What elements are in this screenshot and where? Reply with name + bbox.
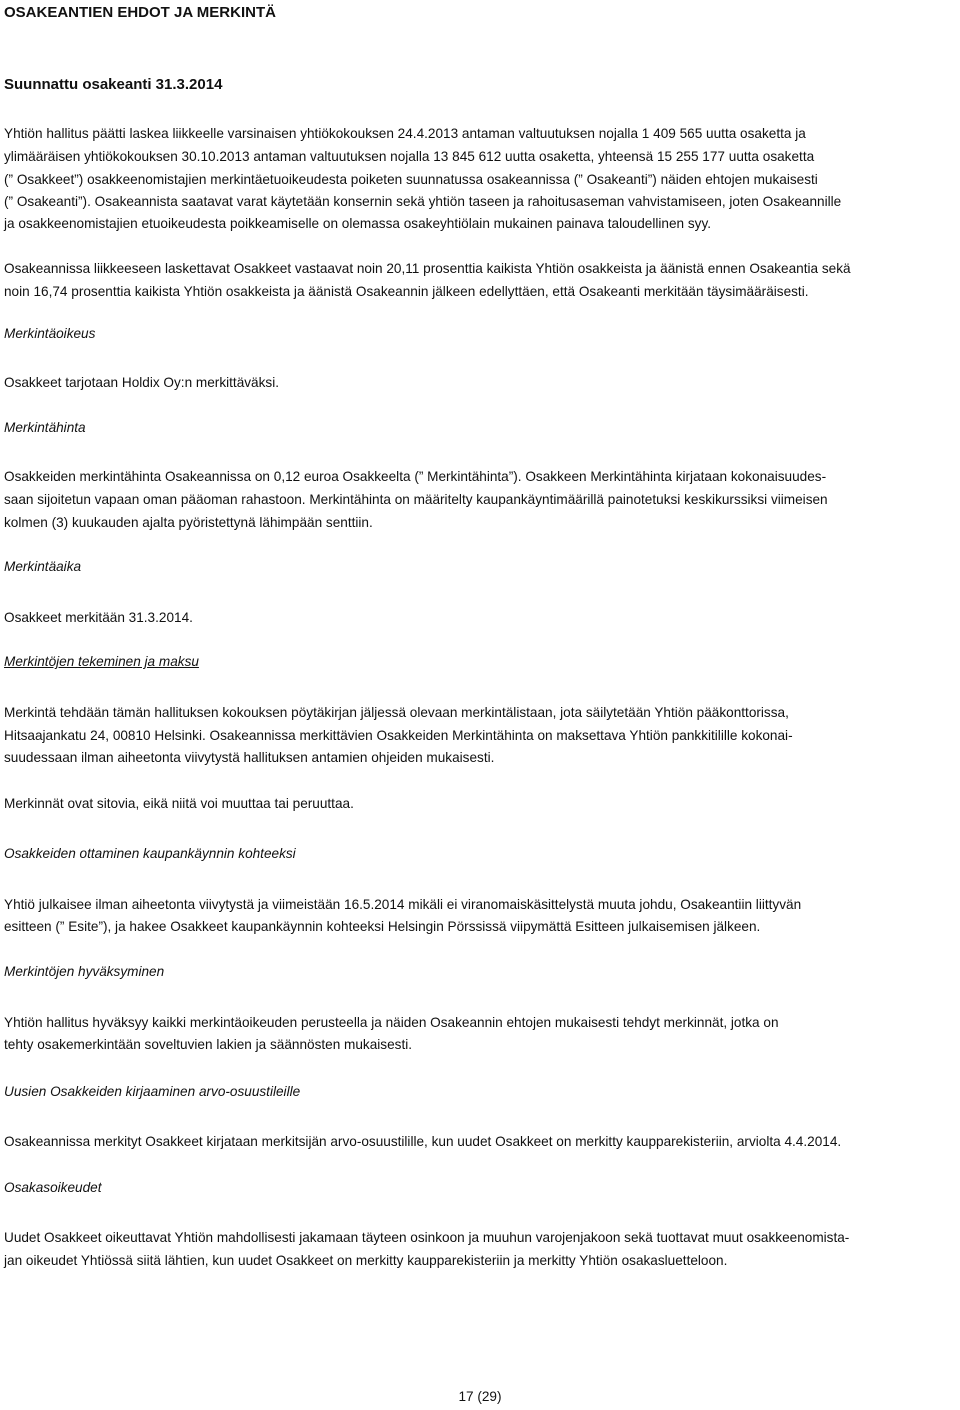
section-line: jan oikeudet Yhtiössä siitä lähtien, kun uudet Osakkeet on merkitty kaupparekisteriin ja merkitty Yhtiön osakasluetteloon. [4, 1253, 728, 1268]
section-line: Yhtiö julkaisee ilman aiheetonta viivytystä ja viimeistään 16.5.2014 mikäli ei viranomaiskäsittelystä muuta johdu, Osakeantiin liittyvän [4, 897, 802, 912]
section-line: Osakeannissa merkityt Osakkeet kirjataan merkitsijän arvo-osuustilille, kun uudet Osakkeet on merkitty kaupparekisteriin, arviolta 4.4.2014. [4, 1134, 842, 1149]
para2-line: noin 16,74 prosenttia kaikista Yhtiön osakkeista ja äänistä Osakeannin jälkeen edellyttäen, että Osakeanti merkitään täysimääräisesti. [4, 284, 809, 299]
section-heading-hyvaksyminen: Merkintöjen hyväksyminen [4, 964, 165, 979]
section-heading-merkintahinta: Merkintähinta [4, 420, 86, 435]
section-line: Yhtiön hallitus hyväksyy kaikki merkintäoikeuden perusteella ja näiden Osakeannin ehtojen mukaisesti tehdyt merkinnät, jotka on [4, 1015, 779, 1030]
intro-line: ylimääräisen yhtiökokouksen 30.10.2013 antaman valtuutuksen nojalla 13 845 612 uutta osaketta, yhteensä 15 255 177 uutta osaketta [4, 149, 815, 164]
intro-line: (” Osakeanti”). Osakeannista saatavat varat käytetään konsernin sekä yhtiön taseen ja rahoitusaseman vahvistamiseen, joten Osakeannille [4, 194, 842, 209]
section-heading-kaupankaynti: Osakkeiden ottaminen kaupankäynnin kohteeksi [4, 846, 296, 861]
section-line: Osakkeiden merkintähinta Osakeannissa on 0,12 euroa Osakkeelta (” Merkintähinta”). Osakkeen Merkintähinta kirjataan kokonaisuudes- [4, 469, 827, 484]
section-heading-merkintaaika: Merkintäaika [4, 559, 82, 574]
para2-line: Osakeannissa liikkeeseen laskettavat Osakkeet vastaavat noin 20,11 prosenttia kaikista Yhtiön osakkeista ja äänistä ennen Osakeantia sekä [4, 261, 851, 276]
section-line: Osakkeet tarjotaan Holdix Oy:n merkittäväksi. [4, 375, 280, 390]
section-line: suudessaan ilman aiheetonta viivytystä hallituksen antamien ohjeiden mukaisesti. [4, 750, 495, 765]
section-extra-line: Merkinnät ovat sitovia, eikä niitä voi muuttaa tai peruuttaa. [4, 796, 354, 811]
document-title: OSAKEANTIEN EHDOT JA MERKINTÄ [4, 4, 276, 21]
section-heading-merkintaoikeus: Merkintäoikeus [4, 326, 96, 341]
section-line: kolmen (3) kuukauden ajalta pyöristettynä lähimpään senttiin. [4, 515, 373, 530]
intro-line: ja osakkeenomistajien etuoikeudesta poikkeamiselle on olemassa osakeyhtiölain mukainen painava taloudellinen syy. [4, 216, 712, 231]
document-subtitle: Suunnattu osakeanti 31.3.2014 [4, 76, 223, 93]
section-line: Uudet Osakkeet oikeuttavat Yhtiön mahdollisesti jakamaan täyteen osinkoon ja muuhun varojenjakoon sekä tuottavat muut osakkeenomista- [4, 1230, 850, 1245]
section-heading-osakasoikeudet: Osakasoikeudet [4, 1180, 102, 1195]
section-line: Merkintä tehdään tämän hallituksen kokouksen pöytäkirjan jäljessä olevaan merkintälistaan, jota säilytetään Yhtiön pääkonttorissa, [4, 705, 789, 720]
section-line: esitteen (” Esite”), ja hakee Osakkeet kaupankäynnin kohteeksi Helsingin Pörssissä viipymättä Esitteen julkaisemisen jälkeen. [4, 919, 761, 934]
section-line: saan sijoitetun vapaan oman pääoman rahastoon. Merkintähinta on määritelty kaupankäyntimäärillä painotetuksi keskikurssiksi viimeisen [4, 492, 828, 507]
section-line: Hitsaajankatu 24, 00810 Helsinki. Osakeannissa merkittävien Osakkeiden Merkintähinta on maksettava Yhtiön pankkitilille kokonai- [4, 728, 793, 743]
intro-line: Yhtiön hallitus päätti laskea liikkeelle varsinaisen yhtiökokouksen 24.4.2013 antaman valtuutuksen nojalla 1 409 565 uutta osaketta ja [4, 126, 806, 141]
section-line: tehty osakemerkintään soveltuvien lakien ja säännösten mukaisesti. [4, 1037, 413, 1052]
section-heading-arvo-osuustilit: Uusien Osakkeiden kirjaaminen arvo-osuustileille [4, 1084, 301, 1099]
section-heading-merkintojen-tekeminen: Merkintöjen tekeminen ja maksu [4, 654, 199, 669]
page-number: 17 (29) [458, 1389, 502, 1404]
section-line: Osakkeet merkitään 31.3.2014. [4, 610, 193, 625]
intro-line: (” Osakkeet”) osakkeenomistajien merkintäetuoikeudesta poiketen suunnatussa osakeannissa (” Osakeanti”) näiden ehtojen mukaisesti [4, 172, 818, 187]
